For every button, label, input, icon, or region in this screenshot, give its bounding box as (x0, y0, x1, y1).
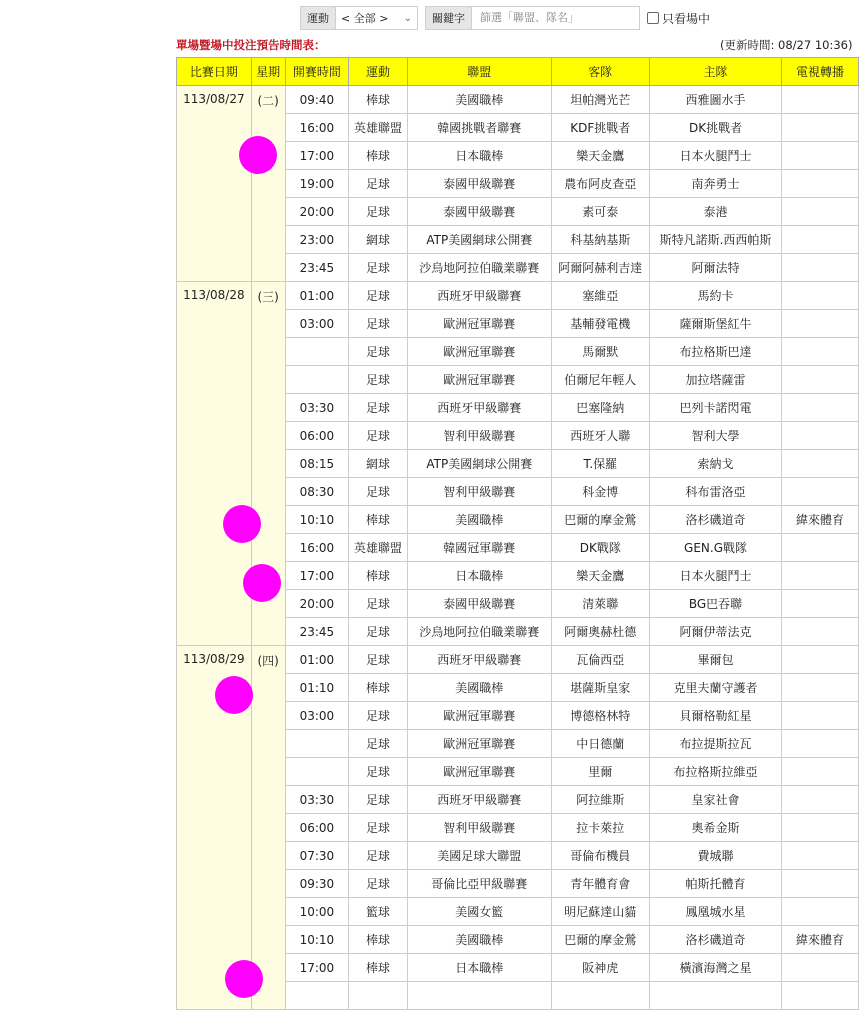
home-team-cell: 皇家社會 (650, 786, 782, 814)
tv-cell (781, 954, 858, 982)
league-cell: ATP美國網球公開賽 (408, 226, 552, 254)
sport-cell: 足球 (349, 394, 408, 422)
league-cell: 智利甲級聯賽 (408, 422, 552, 450)
sport-cell: 足球 (349, 618, 408, 646)
tv-cell (781, 422, 858, 450)
away-team-cell: 瓦倫西亞 (551, 646, 650, 674)
away-team-cell: 阿拉維斯 (551, 786, 650, 814)
sport-cell: 足球 (349, 870, 408, 898)
start-time-cell: 07:30 (285, 842, 348, 870)
tv-cell (781, 114, 858, 142)
tv-cell (781, 170, 858, 198)
league-cell: 沙烏地阿拉伯職業聯賽 (408, 254, 552, 282)
away-team-cell: 素可泰 (551, 198, 650, 226)
away-team-cell: 堪薩斯皇家 (551, 674, 650, 702)
away-team-cell: 伯爾尼年輕人 (551, 366, 650, 394)
tv-cell (781, 142, 858, 170)
sport-cell: 足球 (349, 702, 408, 730)
tv-cell (781, 674, 858, 702)
col-away: 客隊 (551, 58, 650, 86)
sport-select[interactable] (336, 6, 418, 30)
away-team-cell: 科金博 (551, 478, 650, 506)
sport-cell: 網球 (349, 226, 408, 254)
away-team-cell: 塞維亞 (551, 282, 650, 310)
schedule-table (176, 57, 859, 1010)
home-team-cell: 洛杉磯道奇 (650, 506, 782, 534)
live-only-label: 只看場中 (662, 11, 711, 26)
league-cell: 歐洲冠軍聯賽 (408, 338, 552, 366)
tv-cell (781, 534, 858, 562)
away-team-cell: 基輔發電機 (551, 310, 650, 338)
away-team-cell: 清萊聯 (551, 590, 650, 618)
start-time-cell: 10:10 (285, 926, 348, 954)
tv-cell (781, 814, 858, 842)
start-time-cell: 20:00 (285, 198, 348, 226)
sport-cell: 英雄聯盟 (349, 114, 408, 142)
sport-cell: 足球 (349, 198, 408, 226)
home-team-cell (650, 982, 782, 1010)
league-cell: 西班牙甲級聯賽 (408, 786, 552, 814)
live-marker (243, 564, 281, 602)
start-time-cell: 06:00 (285, 814, 348, 842)
home-team-cell: 貝爾格勒紅星 (650, 702, 782, 730)
sport-cell: 足球 (349, 758, 408, 786)
start-time-cell: 19:00 (285, 170, 348, 198)
start-time-cell: 01:10 (285, 674, 348, 702)
league-cell: 美國足球大聯盟 (408, 842, 552, 870)
tv-cell (781, 282, 858, 310)
home-team-cell: 洛杉磯道奇 (650, 926, 782, 954)
tv-cell (781, 450, 858, 478)
home-team-cell: 費城聯 (650, 842, 782, 870)
league-cell: 韓國挑戰者聯賽 (408, 114, 552, 142)
start-time-cell: 01:00 (285, 646, 348, 674)
home-team-cell: BG巴吞聯 (650, 590, 782, 618)
league-cell: 西班牙甲級聯賽 (408, 282, 552, 310)
sport-cell: 足球 (349, 730, 408, 758)
start-time-cell: 17:00 (285, 142, 348, 170)
date-text: 113/08/28 (183, 288, 245, 302)
start-time-cell: 23:45 (285, 254, 348, 282)
away-team-cell: T.保羅 (551, 450, 650, 478)
sport-cell: 足球 (349, 366, 408, 394)
start-time-cell (285, 730, 348, 758)
home-team-cell: 畢爾包 (650, 646, 782, 674)
start-time-cell (285, 758, 348, 786)
away-team-cell: DK戰隊 (551, 534, 650, 562)
away-team-cell: 馬爾默 (551, 338, 650, 366)
keyword-filter-label: 關鍵字 (425, 6, 472, 30)
start-time-cell (285, 982, 348, 1010)
tv-cell (781, 982, 858, 1010)
home-team-cell: 布拉提斯拉瓦 (650, 730, 782, 758)
league-cell: 日本職棒 (408, 142, 552, 170)
table-row (177, 86, 859, 114)
home-team-cell: 加拉塔薩雷 (650, 366, 782, 394)
league-cell: 歐洲冠軍聯賽 (408, 366, 552, 394)
league-cell: 日本職棒 (408, 562, 552, 590)
away-team-cell: 阪神虎 (551, 954, 650, 982)
sport-cell: 籃球 (349, 898, 408, 926)
league-cell: 歐洲冠軍聯賽 (408, 702, 552, 730)
league-cell: 美國女籃 (408, 898, 552, 926)
sport-cell: 棒球 (349, 562, 408, 590)
home-team-cell: 布拉格斯巴達 (650, 338, 782, 366)
league-cell: 韓國冠軍聯賽 (408, 534, 552, 562)
start-time-cell: 03:30 (285, 394, 348, 422)
tv-cell (781, 842, 858, 870)
start-time-cell: 08:15 (285, 450, 348, 478)
home-team-cell: DK挑戰者 (650, 114, 782, 142)
start-time-cell: 03:00 (285, 310, 348, 338)
league-cell: ATP美國網球公開賽 (408, 450, 552, 478)
sport-cell: 棒球 (349, 506, 408, 534)
sport-cell: 英雄聯盟 (349, 534, 408, 562)
home-team-cell: 巴列卡諾閃電 (650, 394, 782, 422)
tv-cell: 緯來體育 (781, 506, 858, 534)
sport-cell: 網球 (349, 450, 408, 478)
sport-cell: 足球 (349, 422, 408, 450)
sport-cell: 足球 (349, 590, 408, 618)
update-time: (更新時間: 08/27 10:36) (720, 38, 853, 52)
tv-cell (781, 730, 858, 758)
league-cell: 西班牙甲級聯賽 (408, 646, 552, 674)
table-row (177, 282, 859, 310)
chevron-down-icon: ⌄ (403, 12, 412, 24)
league-cell: 美國職棒 (408, 506, 552, 534)
league-cell: 智利甲級聯賽 (408, 478, 552, 506)
start-time-cell: 17:00 (285, 954, 348, 982)
away-team-cell: 哥倫布機員 (551, 842, 650, 870)
live-marker (225, 960, 263, 998)
sport-filter-label: 運動 (300, 6, 336, 30)
away-team-cell: 阿爾奧赫杜德 (551, 618, 650, 646)
tv-cell (781, 86, 858, 114)
date-cell (177, 282, 252, 646)
away-team-cell: 中日德蘭 (551, 730, 650, 758)
sport-cell: 足球 (349, 282, 408, 310)
start-time-cell (285, 366, 348, 394)
weekday-cell (251, 86, 285, 282)
sport-cell: 足球 (349, 786, 408, 814)
home-team-cell: 奧希金斯 (650, 814, 782, 842)
home-team-cell: 科布雷洛亞 (650, 478, 782, 506)
weekday-text: (二) (257, 94, 279, 108)
col-league: 聯盟 (408, 58, 552, 86)
tv-cell (781, 226, 858, 254)
league-cell: 沙烏地阿拉伯職業聯賽 (408, 618, 552, 646)
league-cell: 泰國甲級聯賽 (408, 198, 552, 226)
start-time-cell: 10:00 (285, 898, 348, 926)
home-team-cell: 日本火腿鬥士 (650, 142, 782, 170)
league-cell: 智利甲級聯賽 (408, 814, 552, 842)
table-row (177, 646, 859, 674)
start-time-cell (285, 338, 348, 366)
sport-cell: 棒球 (349, 86, 408, 114)
home-team-cell: 鳳凰城水星 (650, 898, 782, 926)
live-marker (223, 505, 261, 543)
tv-cell (781, 590, 858, 618)
filter-bar (300, 5, 710, 31)
sport-cell: 足球 (349, 254, 408, 282)
home-team-cell: 帕斯托體育 (650, 870, 782, 898)
away-team-cell: 樂天金鷹 (551, 142, 650, 170)
tv-cell (781, 702, 858, 730)
tv-cell (781, 254, 858, 282)
home-team-cell: 斯特凡諾斯.西西帕斯 (650, 226, 782, 254)
col-start-time: 開賽時間 (285, 58, 348, 86)
league-cell: 美國職棒 (408, 674, 552, 702)
away-team-cell (551, 982, 650, 1010)
away-team-cell: 阿爾阿赫利吉達 (551, 254, 650, 282)
away-team-cell: 西班牙人聯 (551, 422, 650, 450)
table-header-row (177, 58, 859, 86)
league-cell (408, 982, 552, 1010)
sport-cell: 足球 (349, 842, 408, 870)
sport-cell: 足球 (349, 170, 408, 198)
date-cell (177, 86, 252, 282)
sport-cell: 足球 (349, 646, 408, 674)
col-home: 主隊 (650, 58, 782, 86)
league-cell: 美國職棒 (408, 86, 552, 114)
tv-cell (781, 310, 858, 338)
tv-cell (781, 366, 858, 394)
home-team-cell: GEN.G戰隊 (650, 534, 782, 562)
start-time-cell: 08:30 (285, 478, 348, 506)
start-time-cell: 09:40 (285, 86, 348, 114)
sport-cell: 足球 (349, 310, 408, 338)
weekday-cell (251, 646, 285, 1010)
sport-cell (349, 982, 408, 1010)
league-cell: 歐洲冠軍聯賽 (408, 758, 552, 786)
league-cell: 美國職棒 (408, 926, 552, 954)
league-cell: 泰國甲級聯賽 (408, 590, 552, 618)
league-cell: 泰國甲級聯賽 (408, 170, 552, 198)
sport-cell: 足球 (349, 814, 408, 842)
tv-cell (781, 562, 858, 590)
home-team-cell: 薩爾斯堡紅牛 (650, 310, 782, 338)
start-time-cell: 03:30 (285, 786, 348, 814)
date-text: 113/08/27 (183, 92, 245, 106)
col-date: 比賽日期 (177, 58, 252, 86)
sport-cell: 棒球 (349, 142, 408, 170)
keyword-input[interactable]: 篩選「聯盟、隊名」 (472, 6, 640, 30)
away-team-cell: 青年體育會 (551, 870, 650, 898)
col-tv: 電視轉播 (781, 58, 858, 86)
live-only-toggle[interactable] (647, 10, 710, 27)
sport-cell: 棒球 (349, 954, 408, 982)
tv-cell (781, 478, 858, 506)
away-team-cell: KDF挑戰者 (551, 114, 650, 142)
away-team-cell: 博德格林特 (551, 702, 650, 730)
sport-cell: 棒球 (349, 926, 408, 954)
tv-cell (781, 198, 858, 226)
weekday-text: (三) (257, 290, 279, 304)
sport-cell: 棒球 (349, 674, 408, 702)
home-team-cell: 布拉格斯拉維亞 (650, 758, 782, 786)
start-time-cell: 23:00 (285, 226, 348, 254)
start-time-cell: 10:10 (285, 506, 348, 534)
away-team-cell: 里爾 (551, 758, 650, 786)
start-time-cell: 01:00 (285, 282, 348, 310)
start-time-cell: 16:00 (285, 114, 348, 142)
tv-cell (781, 898, 858, 926)
start-time-cell: 23:45 (285, 618, 348, 646)
start-time-cell: 06:00 (285, 422, 348, 450)
tv-cell (781, 338, 858, 366)
tv-cell (781, 870, 858, 898)
sport-cell: 足球 (349, 338, 408, 366)
col-sport: 運動 (349, 58, 408, 86)
start-time-cell: 17:00 (285, 562, 348, 590)
league-cell: 歐洲冠軍聯賽 (408, 730, 552, 758)
tv-cell: 緯來體育 (781, 926, 858, 954)
sport-cell: 足球 (349, 478, 408, 506)
home-team-cell: 橫濱海灣之星 (650, 954, 782, 982)
away-team-cell: 坦帕灣光芒 (551, 86, 650, 114)
live-marker (239, 136, 277, 174)
home-team-cell: 智利大學 (650, 422, 782, 450)
start-time-cell: 09:30 (285, 870, 348, 898)
away-team-cell: 樂天金鷹 (551, 562, 650, 590)
home-team-cell: 泰港 (650, 198, 782, 226)
start-time-cell: 03:00 (285, 702, 348, 730)
live-only-checkbox[interactable] (647, 12, 659, 24)
live-marker (215, 676, 253, 714)
away-team-cell: 巴爾的摩金鶯 (551, 926, 650, 954)
home-team-cell: 阿爾法特 (650, 254, 782, 282)
sport-select-value: < 全部 > (341, 12, 389, 25)
away-team-cell: 巴塞隆納 (551, 394, 650, 422)
home-team-cell: 克里夫蘭守護者 (650, 674, 782, 702)
league-cell: 歐洲冠軍聯賽 (408, 310, 552, 338)
league-cell: 西班牙甲級聯賽 (408, 394, 552, 422)
away-team-cell: 農布阿皮查亞 (551, 170, 650, 198)
away-team-cell: 拉卡萊拉 (551, 814, 650, 842)
home-team-cell: 日本火腿鬥士 (650, 562, 782, 590)
col-weekday: 星期 (251, 58, 285, 86)
away-team-cell: 科基納基斯 (551, 226, 650, 254)
home-team-cell: 馬約卡 (650, 282, 782, 310)
tv-cell (781, 758, 858, 786)
start-time-cell: 20:00 (285, 590, 348, 618)
weekday-text: (四) (257, 654, 279, 668)
tv-cell (781, 646, 858, 674)
tv-cell (781, 394, 858, 422)
away-team-cell: 巴爾的摩金鶯 (551, 506, 650, 534)
home-team-cell: 索納戈 (650, 450, 782, 478)
home-team-cell: 阿爾伊蒂法克 (650, 618, 782, 646)
schedule-heading: 單場暨場中投注預告時間表： (176, 38, 326, 52)
away-team-cell: 明尼蘇達山貓 (551, 898, 650, 926)
league-cell: 日本職棒 (408, 954, 552, 982)
tv-cell (781, 786, 858, 814)
home-team-cell: 南奔勇士 (650, 170, 782, 198)
league-cell: 哥倫比亞甲級聯賽 (408, 870, 552, 898)
home-team-cell: 西雅圖水手 (650, 86, 782, 114)
date-text: 113/08/29 (183, 652, 245, 666)
start-time-cell: 16:00 (285, 534, 348, 562)
tv-cell (781, 618, 858, 646)
